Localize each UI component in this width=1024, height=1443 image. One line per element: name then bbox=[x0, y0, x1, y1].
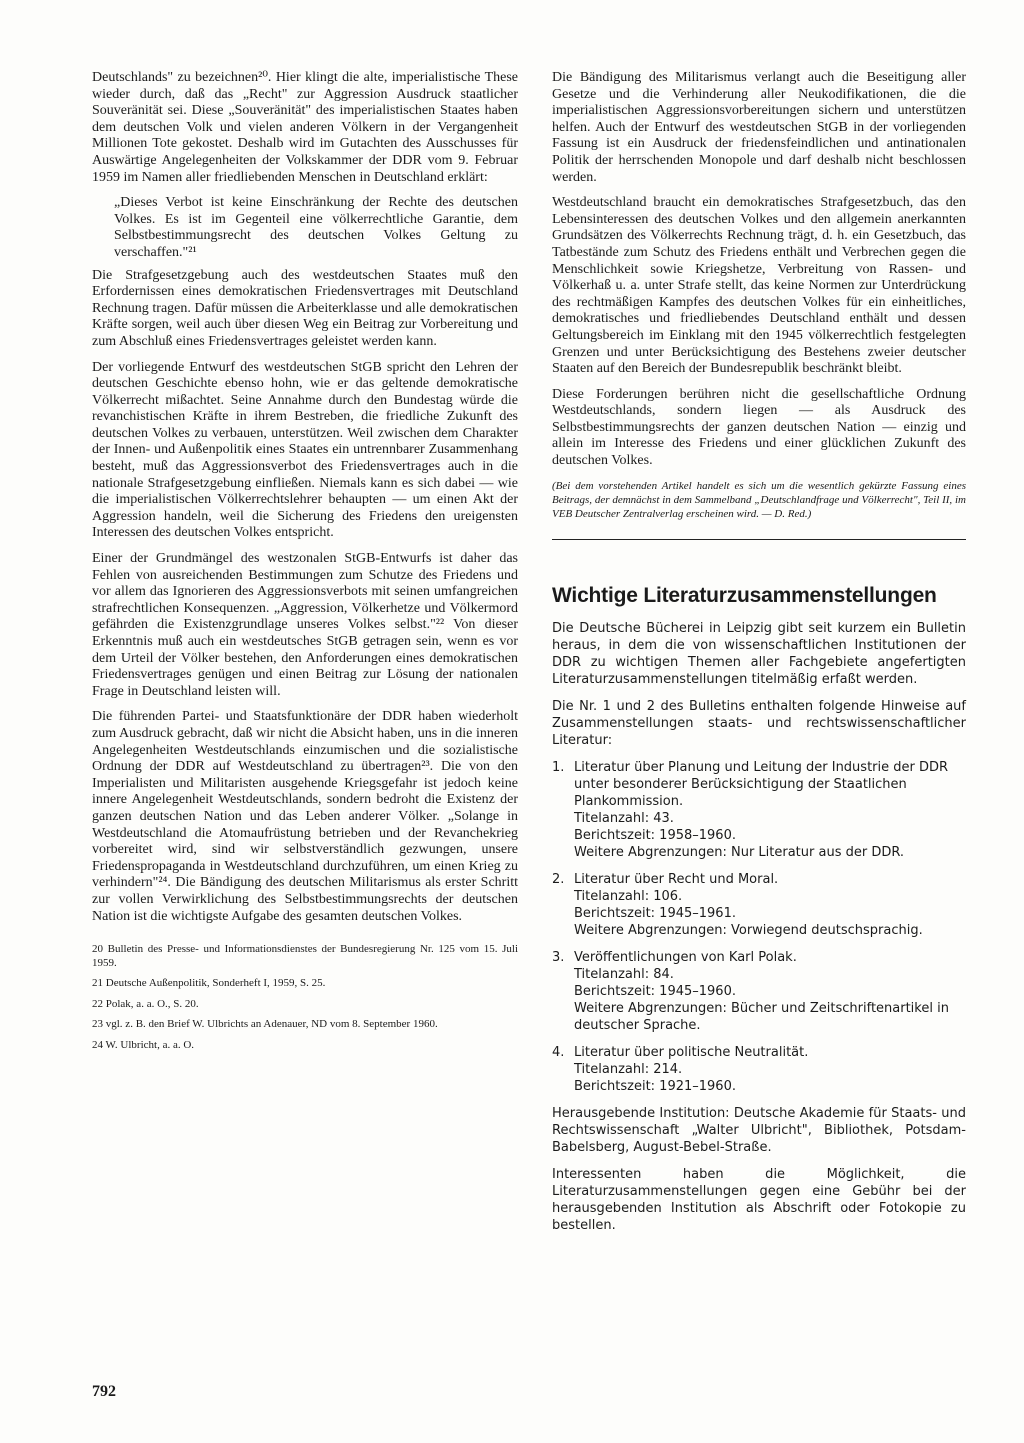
list-item-number: 1. bbox=[552, 759, 565, 775]
right-paragraph-1: Die Bändigung des Militarismus verlangt auch die Beseitigung aller Gesetze und die Verhinderung aller Neukodifikationen, die die imperialistischen Aggressionsvorbereitungen sichern und unterstützen helfen. Auch der Entwurf des westdeutschen StGB in der vorliegenden Fassung ist ein Ausdruck der friedensfeindlichen und antinationalen Politik der herrschenden Monopole und darf deshalb nicht beschlossen werden. bbox=[552, 70, 966, 185]
list-item-period: Berichtszeit: 1921–1960. bbox=[574, 1078, 736, 1094]
list-item-period: Berichtszeit: 1958–1960. bbox=[574, 827, 736, 843]
right-paragraph-3: Diese Forderungen berühren nicht die gesellschaftliche Ordnung Westdeutschlands, sondern liegen — als Ausdruck des Selbstbestimmungsrechts der ganzen deutschen Nation — einzig und allein im Interesse des Friedens und einer glücklichen Zukunft des deutschen Volkes. bbox=[552, 386, 966, 469]
list-item-count: Titelanzahl: 214. bbox=[574, 1061, 683, 1077]
list-item-count: Titelanzahl: 43. bbox=[574, 810, 674, 826]
left-paragraph-5: Die führenden Partei- und Staatsfunktionäre der DDR haben wiederholt zum Ausdruck gebracht, daß wir nicht die Absicht haben, uns in die inneren Angelegenheiten Westdeutschlands einzumischen und die sozialistische Ordnung der DDR auf Westdeutschland zu übertragen²³. Die von den Imperialisten und Militaristen ausgehende Kriegsgefahr ist jedoch keine innere Angelegenheit Westdeutschlands, sondern bedroht die Existenz der ganzen deutschen Nation und das Leben anderer Völker. „Solange in Westdeutschland die Atomaufrüstung betrieben und der Revanchekrieg vorbereitet wird, sind wir selbstverständlich gezwungen, unsere Friedenspropaganda in Westdeutschland durchzuführen, um einen Krieg zu verhindern"²⁴. Die Bändigung des deutschen Militarismus als erster Schritt zur vollen Verwirklichung des Selbstbestimmungsrechts der deutschen Nation ist die wichtigste Aufgabe des gesamten deutschen Volkes. bbox=[92, 709, 518, 924]
footnote-24: 24 W. Ulbricht, a. a. O. bbox=[92, 1038, 195, 1051]
list-item-limits: Weitere Abgrenzungen: Vorwiegend deutschsprachig. bbox=[574, 922, 923, 938]
list-item-count: Titelanzahl: 106. bbox=[574, 888, 683, 904]
publisher-note: Herausgebende Institution: Deutsche Akademie für Staats- und Rechtswissenschaft „Walter Ulbricht", Bibliothek, Potsdam-Babelsberg, August-Bebel-Straße. bbox=[552, 1105, 966, 1155]
list-item-number: 4. bbox=[552, 1044, 565, 1060]
list-item-number: 2. bbox=[552, 871, 565, 887]
right-paragraph-2: Westdeutschland braucht ein demokratisches Strafgesetzbuch, das den Lebensinteressen des deutschen Volkes und den allgemein anerkannten Grundsätzen des Völkerrechts Rechnung trägt, d. h. ein Gesetzbuch, das Tatbestände zum Schutz des Friedens enthält und Verbrechen gegen die Menschlichkeit sowie Kriegshetze, Verbreitung von Rassen- und Völkerhaß u. a. unter Strafe stellt, das keine Normen zur Unterdrückung des rechtmäßigen Kampfes des deutschen Volkes für ein einheitliches, demokratisches und friedliebendes Deutschland enthält und dessen Geltungsbereich im Einklang mit den 1945 völkerrechtlich festgelegten Grenzen und unter Berücksichtigung des Bestehens zweier deutscher Staaten auf den Bereich der Bundesrepublik beschränkt bleibt. bbox=[552, 195, 966, 377]
left-column bbox=[92, 70, 518, 1059]
list-item-number: 3. bbox=[552, 949, 565, 965]
list-item-period: Berichtszeit: 1945–1960. bbox=[574, 983, 736, 999]
list-item-count: Titelanzahl: 84. bbox=[574, 966, 674, 982]
footnotes bbox=[92, 943, 518, 1052]
left-paragraph-4: Einer der Grundmängel des westzonalen StGB-Entwurfs ist daher das Fehlen von ausreichenden Bestimmungen zum Schutze des Friedens und vor allem das Ignorieren des Aggressionsverbots mit seinen umfangreichen strafrechtlichen Konsequenzen. „Aggression, Völkerhetze und Völkermord gefährden die Existenzgrundlage unseres Volkes selbst."²² Von dieser Erkenntnis muß auch ein westdeutsches StGB getragen sein, wenn es vor dem Urteil der Völker bestehen, den Anforderungen eines demokratischen Friedensvertrages genügen und einen Beitrag zur Lösung der nationalen Frage in Deutschland leisten will. bbox=[92, 551, 518, 699]
editor-note: (Bei dem vorstehenden Artikel handelt es sich um die wesentlich gekürzte Fassung eines Beitrags, der demnächst in dem Sammelband „Deutschlandfrage und Völkerrecht", Teil II, im VEB Deutscher Zentralverlag erscheinen wird. — D. Red.) bbox=[552, 479, 966, 520]
list-item-limits: Weitere Abgrenzungen: Bücher und Zeitschriftenartikel in deutscher Sprache. bbox=[574, 1000, 949, 1033]
list-item bbox=[552, 871, 966, 939]
literature-list bbox=[552, 759, 966, 1095]
left-paragraph-2: Die Strafgesetzgebung auch des westdeutschen Staates muß den Erfordernissen eines demokratischen Friedensvertrages mit Deutschland Rechnung tragen. Dafür müssen die Arbeiterklasse und alle demokratischen Kräfte sorgen, weil auch über diesen Weg ein Beitrag zur Vorbereitung und zum Abschluß eines Friedensvertrages geleistet werden kann. bbox=[92, 267, 518, 349]
intro-paragraph-1: Die Deutsche Bücherei in Leipzig gibt seit kurzem ein Bulletin heraus, in dem die von wissenschaftlichen Institutionen der DDR zu wichtigen Themen aller Fachgebiete angefertigten Literaturzusammenstellungen titelmäßig erfaßt werden. bbox=[552, 620, 966, 687]
list-item bbox=[552, 759, 966, 861]
footnote-20: 20 Bulletin des Presse- und Informationsdienstes der Bundesregierung Nr. 125 vom 15. Juli 1959. bbox=[92, 943, 518, 969]
footnote-23: 23 vgl. z. B. den Brief W. Ulbrichts an Adenauer, ND vom 8. September 1960. bbox=[92, 1018, 438, 1031]
list-item-title: Veröffentlichungen von Karl Polak. bbox=[574, 949, 797, 965]
left-paragraph-1: Deutschlands" zu bezeichnen²⁰. Hier klingt die alte, imperialistische These wieder durch, daß das „Recht" zur Aggression Ausdruck staatlicher Souveränität sei. Diese „Souveränität" des imperialistischen Staates haben dem deutschen Volk und vielen anderen Völkern in der Vergangenheit Millionen Tote gekostet. Deshalb wird im Gutachten des Ausschusses für Auswärtige Angelegenheiten der Volkskammer der DDR vom 9. Februar 1959 im Namen aller friedliebenden Menschen in Deutschland erklärt: bbox=[92, 70, 518, 185]
right-column bbox=[552, 70, 966, 1244]
list-item bbox=[552, 949, 966, 1034]
list-item-title: Literatur über Planung und Leitung der Industrie der DDR unter besonderer Berücksichtigung der Staatlichen Plankommission. bbox=[574, 759, 949, 809]
left-paragraph-3: Der vorliegende Entwurf des westdeutschen StGB spricht den Lehren der deutschen Geschichte ebenso hohn, wie er das geltende demokratische Völkerrecht mißachtet. Seine Annahme durch den Bundestag würde die revanchistischen Kräfte in ihrem Bestreben, die friedliche Zukunft des deutschen Volkes zu verbauen, unterstützen. Weil zwischen dem Charakter der Innen- und Außenpolitik eines Staates ein untrennbarer Zusammenhang besteht, muß das Aggressionsverbot des Friedensvertrages auch in die nationale Strafgesetzgebung einfließen. Niemals kann es sich dabei — wie die imperialistischen Völkerrechtslehrer behaupten — um einen Akt der Aggression handeln, weil die Sicherung des Friedens den ureigensten Interessen des deutschen Volkes entspricht. bbox=[92, 359, 518, 541]
section-title: Wichtige Literaturzusammenstellungen bbox=[552, 583, 937, 607]
intro-paragraph-2: Die Nr. 1 und 2 des Bulletins enthalten folgende Hinweise auf Zusammenstellungen staats- und rechtswissenschaftlicher Literatur: bbox=[552, 698, 966, 748]
section-divider bbox=[552, 539, 966, 540]
closing-paragraph: Interessenten haben die Möglichkeit, die Literaturzusammenstellungen gegen eine Gebühr bei der herausgebenden Institution als Abschrift oder Fotokopie zu bestellen. bbox=[552, 1166, 966, 1233]
list-item-title: Literatur über Recht und Moral. bbox=[574, 871, 779, 887]
page-number: 792 bbox=[92, 1383, 116, 1400]
list-item bbox=[552, 1044, 966, 1095]
list-item-title: Literatur über politische Neutralität. bbox=[574, 1044, 809, 1060]
block-quote: „Dieses Verbot ist keine Einschränkung der Rechte des deutschen Volkes. Es ist im Gegenteil eine völkerrechtliche Garantie, dem Selbstbestimmungsrecht des deutschen Volkes Geltung zu verschaffen."²¹ bbox=[114, 195, 518, 260]
list-item-period: Berichtszeit: 1945–1961. bbox=[574, 905, 736, 921]
list-item-limits: Weitere Abgrenzungen: Nur Literatur aus der DDR. bbox=[574, 844, 905, 860]
footnote-22: 22 Polak, a. a. O., S. 20. bbox=[92, 997, 199, 1010]
footnote-21: 21 Deutsche Außenpolitik, Sonderheft I, 1959, S. 25. bbox=[92, 977, 326, 990]
